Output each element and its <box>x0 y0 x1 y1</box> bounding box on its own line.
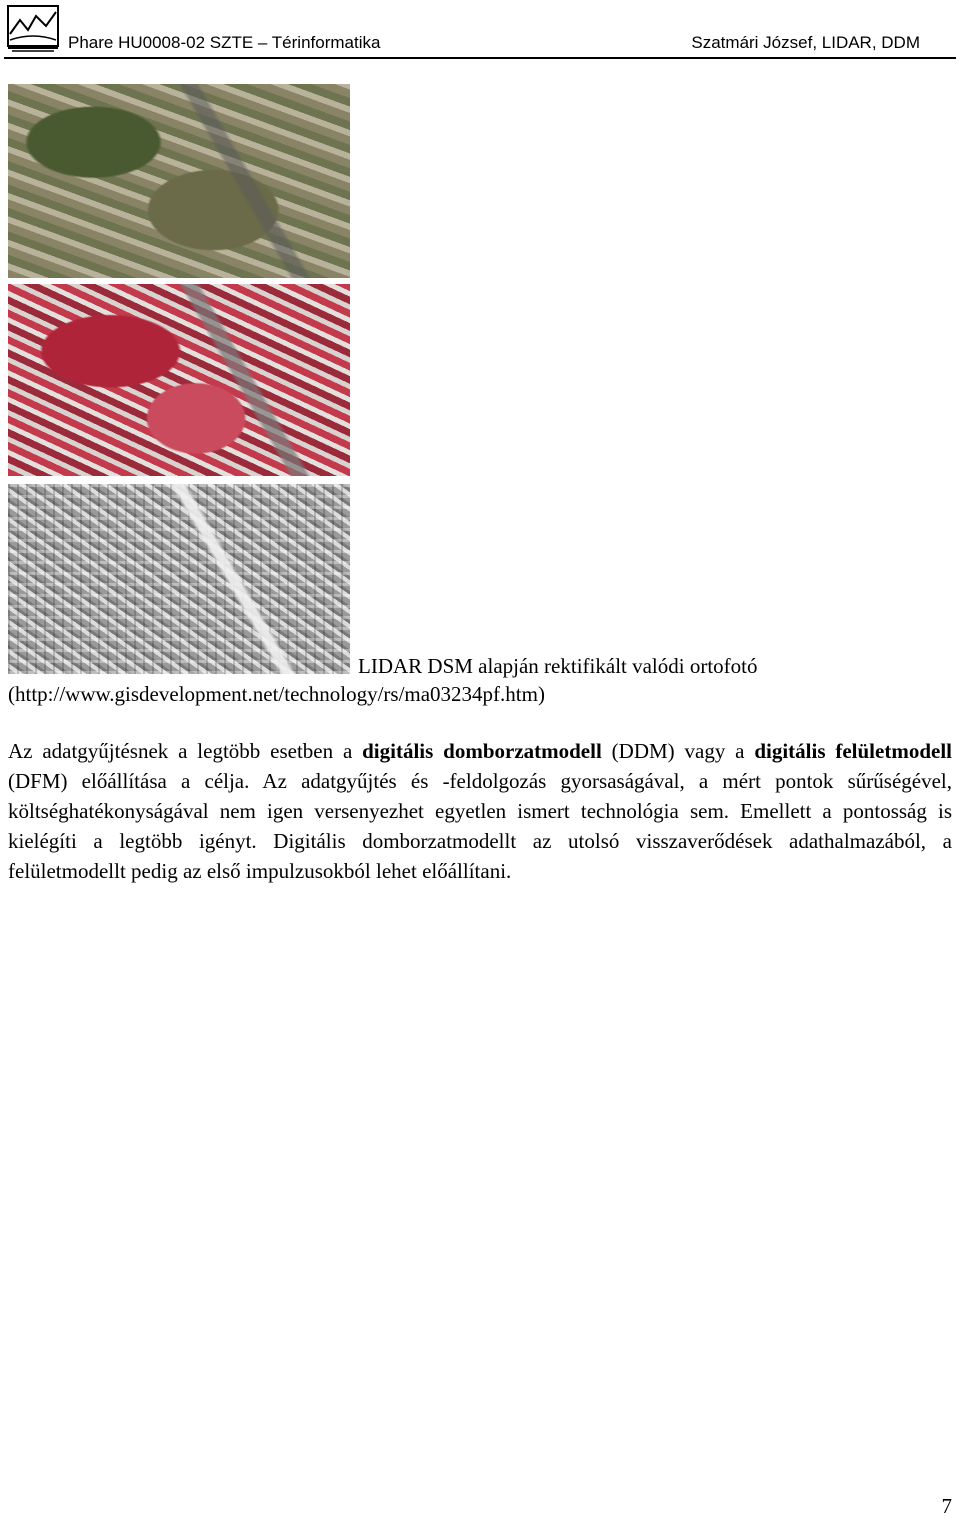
page-number: 7 <box>941 1494 952 1518</box>
body-text-2: (DDM) vagy a <box>601 739 755 763</box>
body-text-1: Az adatgyűjtésnek a legtöbb esetben a <box>8 739 363 763</box>
lidar-dsm-shaded-image <box>8 484 350 674</box>
header-author-topic: Szatmári József, LIDAR, DDM <box>691 33 920 52</box>
natural-color-aerial-image <box>8 84 350 278</box>
book-logo-icon <box>6 4 60 52</box>
header-divider <box>4 57 956 59</box>
body-paragraph <box>8 736 952 886</box>
figure-caption: LIDAR DSM alapján rektifikált valódi ortofotó <box>358 654 758 678</box>
term-dfm: digitális felületmodell <box>754 739 952 763</box>
page-header <box>0 0 960 62</box>
header-course-title: Phare HU0008-02 SZTE – Térinformatika <box>68 33 381 52</box>
figure-source-url: (http://www.gisdevelopment.net/technology/rs/ma03234pf.htm) <box>8 682 545 706</box>
infrared-aerial-image <box>8 284 350 476</box>
body-text-3: (DFM) előállítása a célja. Az adatgyűjtés és -feldolgozás gyorsaságával, a mért pontok sűrűségével, költséghatékonyságával nem igen versenyezhet egyetlen ismert technológia sem. Emellett a pontosság is kielégíti a legtöbb igényt. Digitális domborzatmodellt az utolsó visszaverődések adathalmazából, a felületmodellt pedig az első impulzusokból lehet előállítani. <box>8 769 952 883</box>
term-ddm: digitális domborzatmodell <box>362 739 602 763</box>
